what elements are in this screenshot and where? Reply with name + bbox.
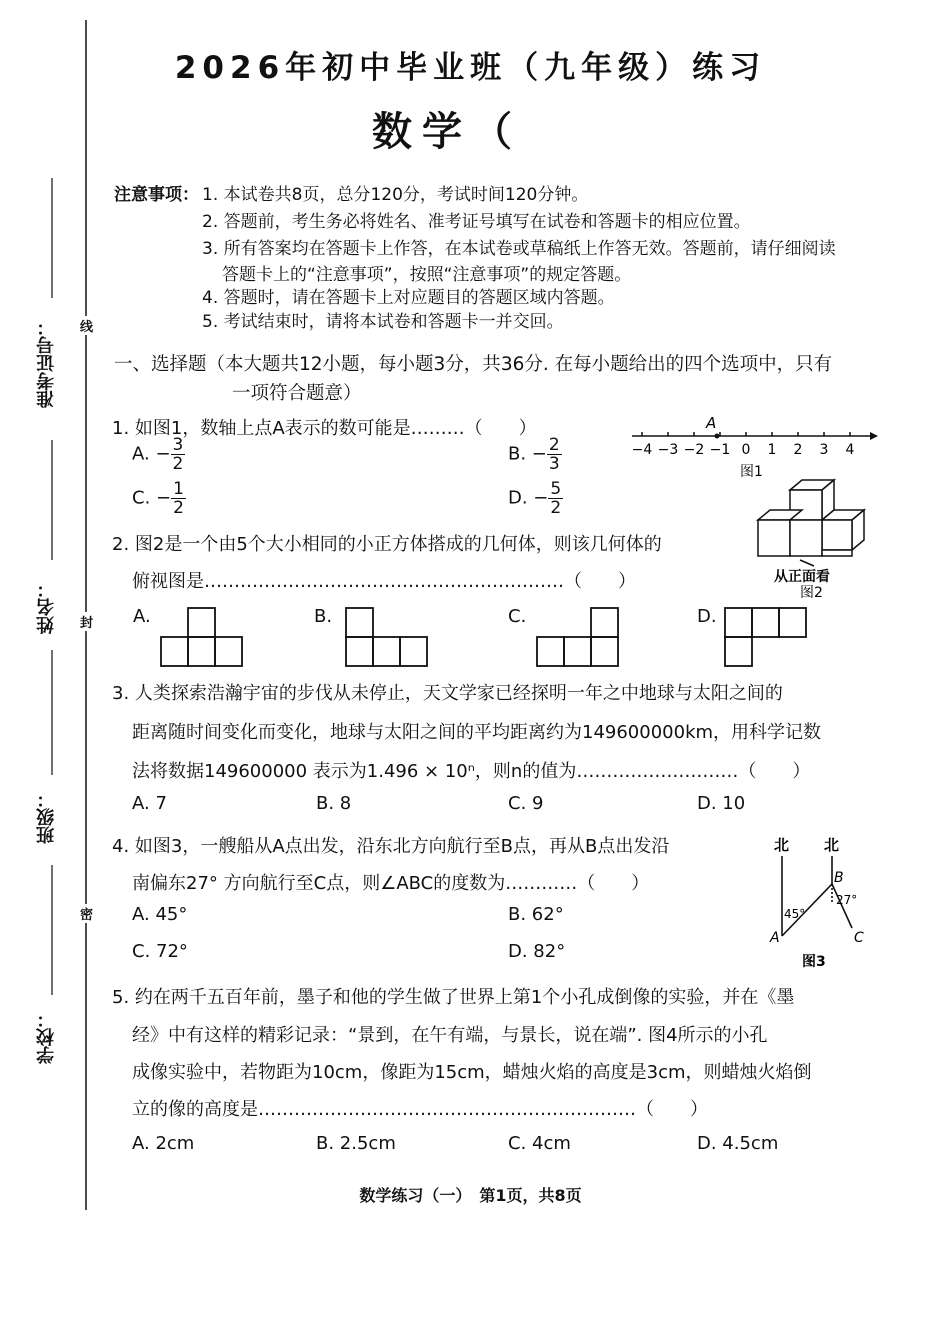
north-label-2: 北 [824, 836, 840, 854]
q4-option-d: D. 82° [508, 941, 566, 962]
point-c-label-fig3: C [854, 930, 864, 946]
number-line-tick-label: −2 [683, 442, 705, 458]
q3-stem-line2: 距离随时间变化而变化，地球与太阳之间的平均距离约为149600000km，用科学记数 [132, 722, 822, 743]
figure-2-caption: 图2 [800, 585, 823, 599]
angle-45-label: 45° [784, 907, 806, 921]
q5-stem-line1: 5. 约在两千五百年前，墨子和他的学生做了世界上第1个小孔成倒像的实验，并在《墨 [112, 987, 795, 1008]
q1-option-b [508, 436, 562, 473]
id-label: 准考证号： [36, 318, 57, 408]
q1-option-a-num: 3 [172, 435, 184, 455]
section1-heading-cont: 一项符合题意） [232, 383, 362, 404]
figure-3-caption: 图3 [802, 954, 826, 970]
q5-stem-line3: 成像实验中，若物距为10cm，像距为15cm，蜡烛火焰的高度是3cm，则蜡烛火焰倒 [132, 1062, 812, 1083]
point-a-label-fig3: A [770, 930, 780, 946]
q3-option-d: D. 10 [697, 793, 746, 814]
q2-option-a-label: A. [133, 606, 151, 627]
name-label: 姓名： [36, 580, 57, 634]
north-label-1: 北 [774, 836, 790, 854]
q1-option-b-den: 3 [548, 454, 560, 474]
q4-option-b: B. 62° [508, 904, 564, 925]
number-line-tick-label: 0 [741, 442, 751, 458]
notice-item-3: 3. 所有答案均在答题卡上作答，在本试卷或草稿纸上作答无效。答题前，请仔细阅读 [202, 239, 836, 259]
number-line-tick-label: 1 [767, 442, 777, 458]
q2-option-d-label: D. [697, 606, 717, 627]
q1-option-a-den: 2 [172, 454, 184, 474]
notice-item-5: 5. 考试结束时，请将本试卷和答题卡一并交回。 [202, 312, 564, 332]
number-line-tick-label: 2 [793, 442, 803, 458]
mark-secret: 密 [80, 904, 93, 923]
q1-option-d [508, 480, 563, 517]
q3-stem-line3: 法将数据149600000 表示为1.496 × 10ⁿ，则n的值为………………………（ ） [132, 761, 811, 782]
q2-option-d-view [723, 606, 813, 668]
q4-stem-line1: 4. 如图3，一艘船从A点出发，沿东北方向航行至B点，再从B点出发沿 [112, 836, 670, 857]
q2-option-b-view [345, 606, 435, 668]
notice-item-2: 2. 答题前，考生务必将姓名、准考证号填写在试卷和答题卡的相应位置。 [202, 212, 751, 232]
q2-option-a-view [160, 606, 250, 668]
q5-option-b: B. 2.5cm [316, 1133, 396, 1154]
q5-stem-line2: 经》中有这样的精彩记录：“景到，在午有端，与景长，说在端”. 图4所示的小孔 [132, 1025, 768, 1046]
notice-item-1: 1. 本试卷共8页，总分120分，考试时间120分钟。 [202, 185, 589, 205]
q4-option-c: C. 72° [132, 941, 188, 962]
figure-1-number-line [620, 408, 880, 480]
page-footer: 数学练习（一） 第1页，共8页 [359, 1186, 582, 1205]
q1-option-c-num: 1 [173, 479, 184, 499]
q3-option-c: C. 9 [508, 793, 544, 814]
q1-option-b-num: 2 [548, 435, 560, 455]
q2-option-c-label: C. [508, 606, 527, 627]
figure-1-caption: 图1 [740, 464, 763, 480]
school-label: 学校： [36, 1010, 57, 1064]
page-title: 2026年初中毕业班（九年级）练习 [174, 50, 767, 86]
q3-option-a: A. 7 [132, 793, 167, 814]
q5-option-a: A. 2cm [132, 1133, 195, 1154]
q1-option-d-den: 2 [550, 498, 562, 518]
mark-line: 线 [80, 316, 93, 335]
number-line-tick-label: 3 [819, 442, 829, 458]
q1-option-b-fraction [547, 436, 562, 473]
q1-option-d-label: D. − [508, 487, 549, 509]
q2-option-b-label: B. [314, 606, 333, 627]
binding-strip [0, 0, 130, 1328]
class-label: 班级： [36, 790, 57, 844]
notice-item-3-cont: 答题卡上的“注意事项”，按照“注意事项”的规定答题。 [222, 265, 632, 285]
q2-stem-line2: 俯视图是……………………………………………………（ ） [132, 571, 636, 592]
q1-option-b-label: B. − [508, 443, 547, 465]
q1-option-c [132, 480, 186, 517]
q1-option-a [132, 436, 185, 473]
q4-option-a: A. 45° [132, 904, 188, 925]
q2-option-c-view [535, 606, 625, 668]
notice-item-4: 4. 答题时，请在答题卡上对应题目的答题区域内答题。 [202, 288, 615, 308]
q5-option-d: D. 4.5cm [697, 1133, 779, 1154]
figure-2-cube-stack [752, 474, 867, 599]
number-line-tick-label: −1 [709, 442, 731, 458]
angle-27-label: 27° [836, 893, 858, 907]
q5-stem-line4: 立的像的高度是………………………………………………………（ ） [132, 1099, 708, 1120]
q1-option-d-num: 5 [550, 479, 562, 499]
q1-option-a-label: A. − [132, 443, 171, 465]
q5-option-c: C. 4cm [508, 1133, 571, 1154]
figure-3-navigation [762, 832, 882, 974]
q3-option-b: B. 8 [316, 793, 352, 814]
q1-option-d-fraction [548, 480, 563, 517]
subject-title: 数学（ [372, 109, 522, 155]
figure-2-view-label: 从正面看 [774, 569, 830, 585]
q1-option-c-den: 2 [173, 498, 184, 518]
notice-heading: 注意事项： [114, 185, 199, 205]
q1-option-a-fraction [171, 436, 186, 473]
number-line-tick-label: −3 [657, 442, 679, 458]
number-line-tick-label: 4 [845, 442, 855, 458]
q1-stem: 1. 如图1，数轴上点A表示的数可能是………（ ） [112, 418, 537, 439]
q1-option-c-label: C. − [132, 487, 172, 509]
q1-option-c-fraction [171, 480, 186, 517]
mark-seal: 封 [80, 612, 93, 631]
point-a-dot [715, 434, 720, 439]
point-a-label: A [706, 414, 717, 432]
q2-stem-line1: 2. 图2是一个由5个大小相同的小正方体搭成的几何体，则该几何体的 [112, 534, 662, 555]
section1-heading: 一、选择题（本大题共12小题，每小题3分，共36分. 在每小题给出的四个选项中，只有 [114, 354, 833, 375]
number-line-tick-label: −4 [631, 442, 653, 458]
point-b-label-fig3: B [834, 870, 844, 886]
q4-stem-line2: 南偏东27° 方向航行至C点，则∠ABC的度数为…………（ ） [132, 873, 650, 894]
q3-stem-line1: 3. 人类探索浩瀚宇宙的步伐从未停止，天文学家已经探明一年之中地球与太阳之间的 [112, 683, 783, 704]
